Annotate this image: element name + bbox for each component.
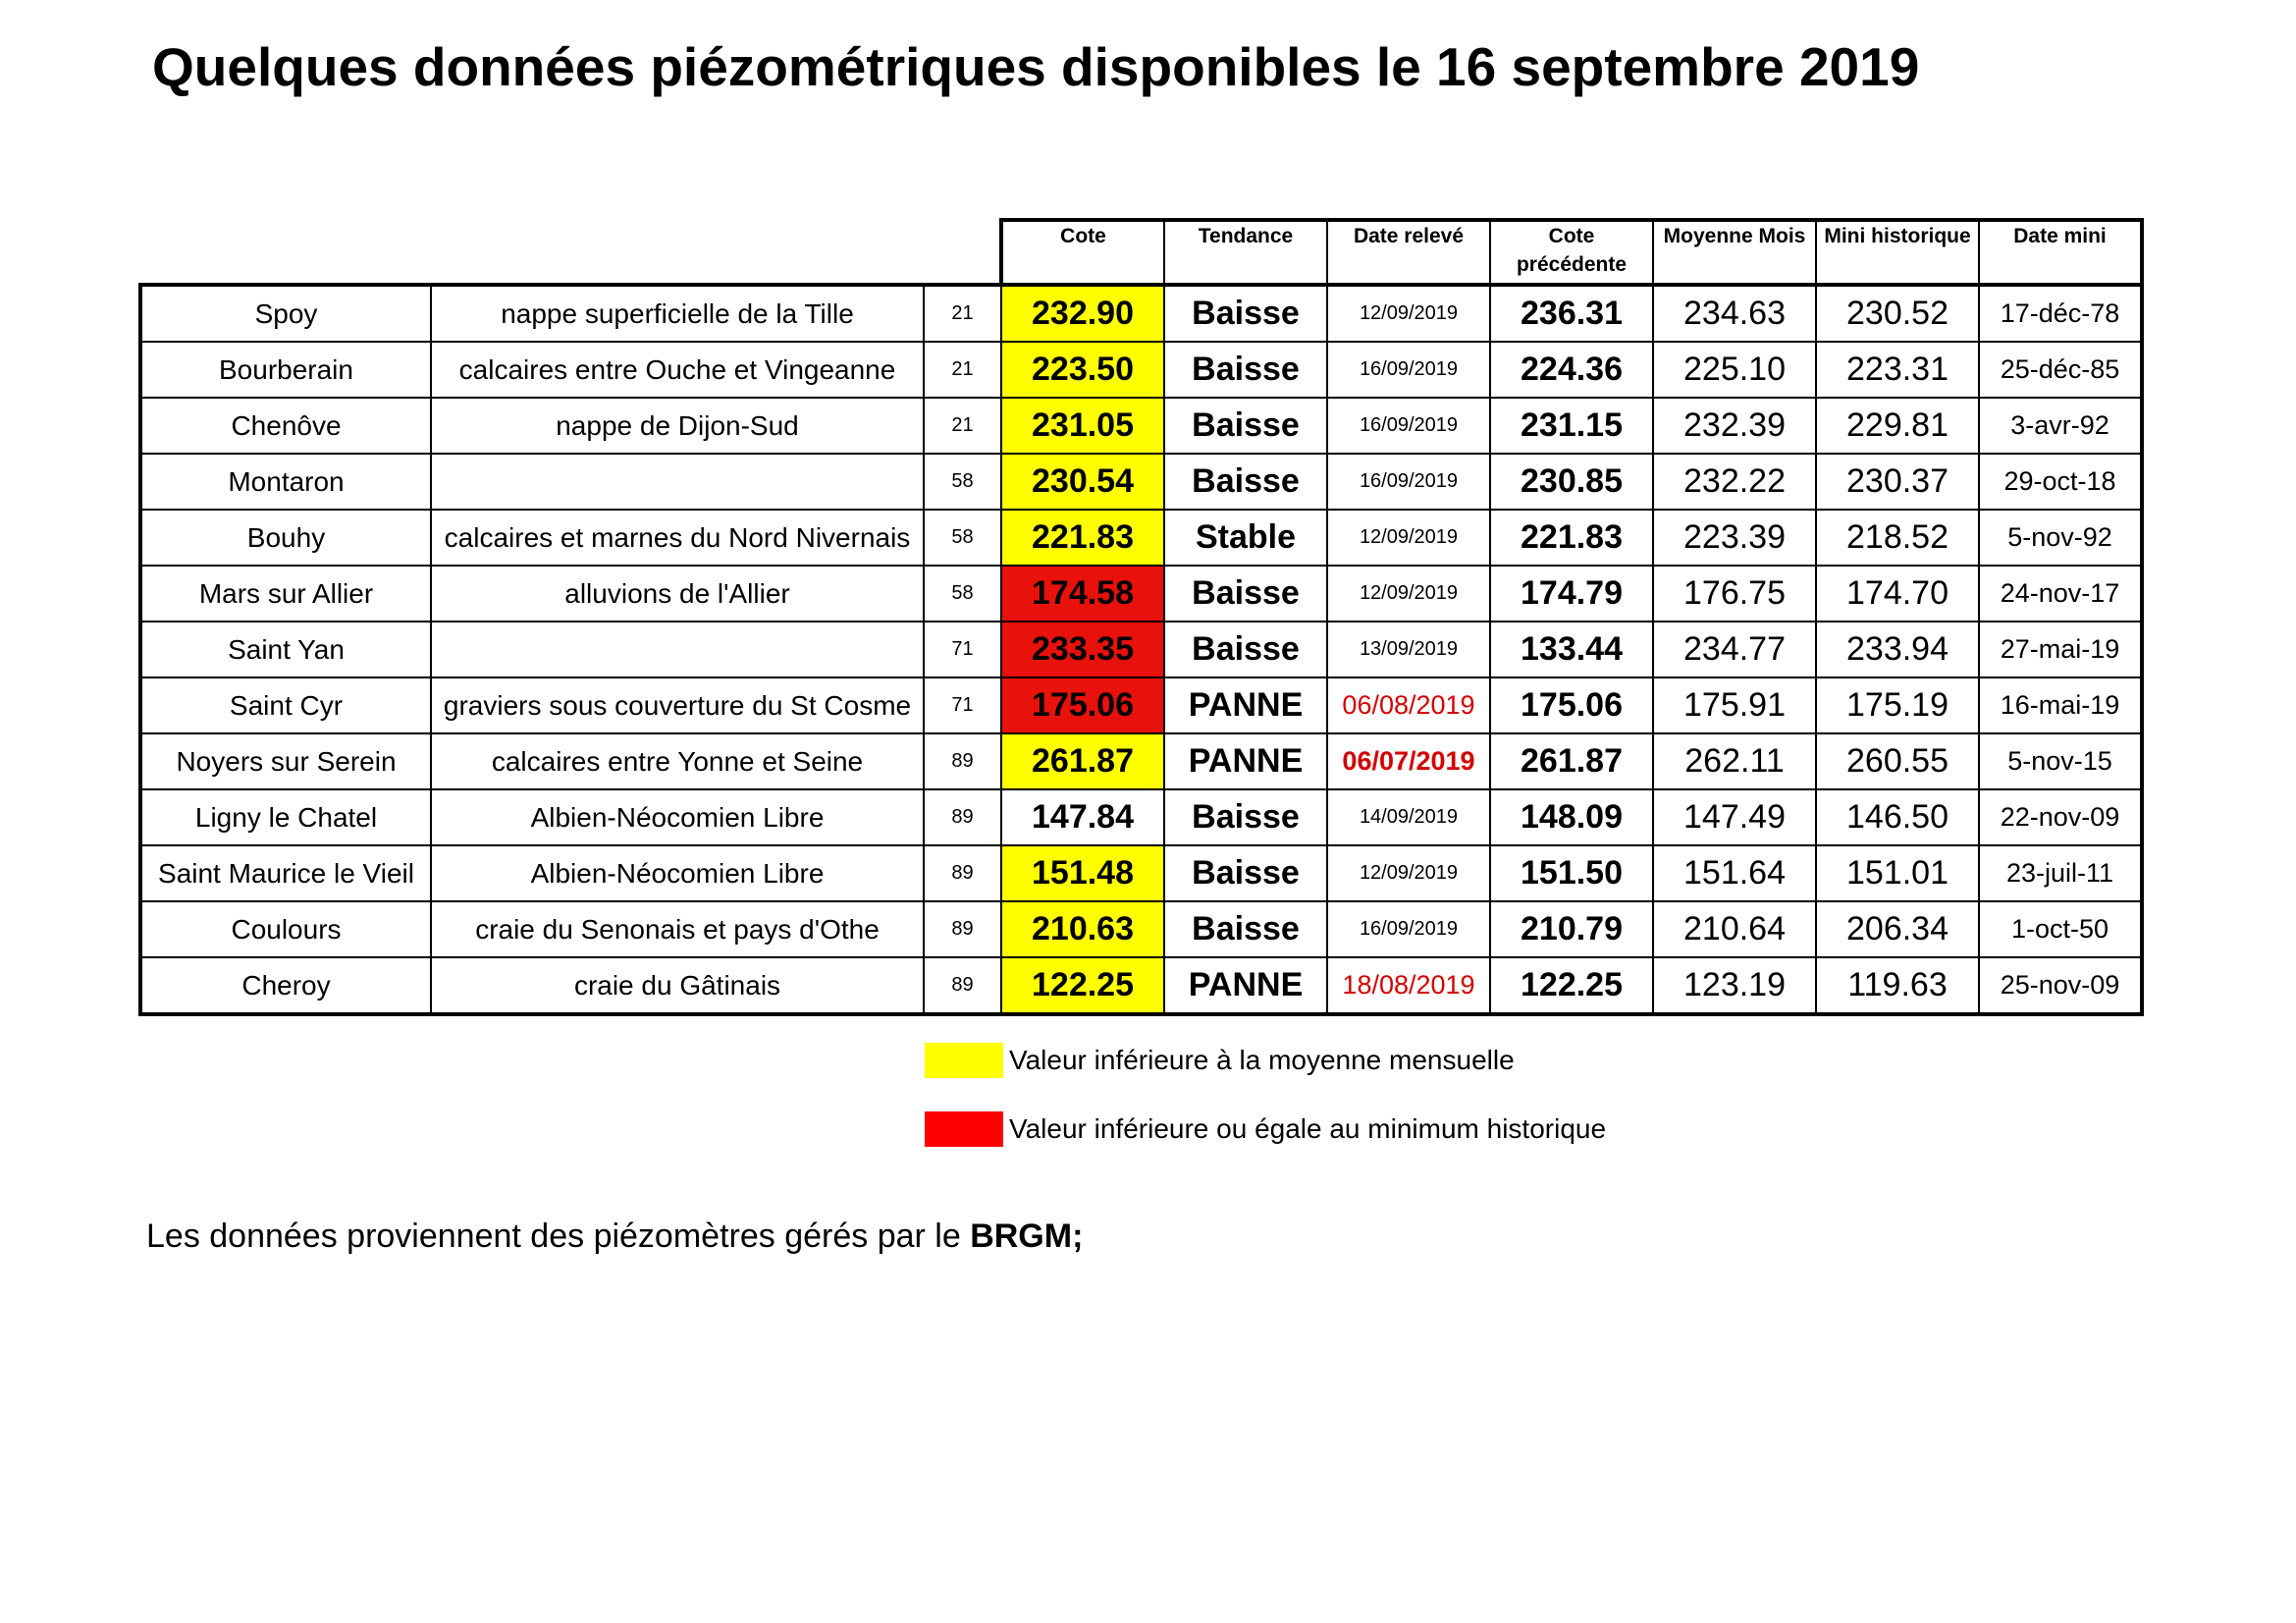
cell-cote: 122.25	[1001, 957, 1164, 1014]
cell-site: Ligny le Chatel	[140, 789, 431, 845]
cell-site: Chenôve	[140, 398, 431, 454]
cell-aquifer: nappe de Dijon-Sud	[431, 398, 924, 454]
legend-yellow-swatch	[925, 1043, 1003, 1078]
cell-mini-historique: 175.19	[1816, 677, 1979, 733]
source-note	[146, 1217, 1083, 1256]
cell-mini-historique: 218.52	[1816, 510, 1979, 566]
cell-aquifer: calcaires entre Yonne et Seine	[431, 733, 924, 789]
header-date-mini: Date mini	[1979, 220, 2142, 285]
cell-tendance: Baisse	[1164, 454, 1327, 510]
header-cote-precedente	[1490, 220, 1653, 285]
cell-cote-precedente: 210.79	[1490, 901, 1653, 957]
cell-aquifer: Albien-Néocomien Libre	[431, 845, 924, 901]
cell-cote: 175.06	[1001, 677, 1164, 733]
cell-aquifer: Albien-Néocomien Libre	[431, 789, 924, 845]
cell-tendance: Baisse	[1164, 622, 1327, 677]
cell-tendance: Baisse	[1164, 566, 1327, 622]
cell-date-mini: 3-avr-92	[1979, 398, 2142, 454]
cell-cote-precedente: 122.25	[1490, 957, 1653, 1014]
table-row	[140, 901, 2142, 957]
cell-date-releve: 12/09/2019	[1327, 845, 1490, 901]
cell-aquifer	[431, 622, 924, 677]
cell-moyenne-mois: 176.75	[1653, 566, 1816, 622]
header-cote: Cote	[1001, 220, 1164, 285]
cell-date-releve: 16/09/2019	[1327, 342, 1490, 398]
cell-mini-historique: 151.01	[1816, 845, 1979, 901]
table-body	[140, 285, 2142, 1014]
cell-moyenne-mois: 123.19	[1653, 957, 1816, 1014]
cell-aquifer: craie du Gâtinais	[431, 957, 924, 1014]
cell-tendance: PANNE	[1164, 733, 1327, 789]
cell-date-mini: 24-nov-17	[1979, 566, 2142, 622]
cell-department: 89	[924, 845, 1001, 901]
cell-date-mini: 25-nov-09	[1979, 957, 2142, 1014]
header-mini-historique: Mini historique	[1816, 220, 1979, 285]
cell-department: 71	[924, 622, 1001, 677]
cell-mini-historique: 206.34	[1816, 901, 1979, 957]
cell-date-releve: 18/08/2019	[1327, 957, 1490, 1014]
cell-cote-precedente: 230.85	[1490, 454, 1653, 510]
table-row	[140, 957, 2142, 1014]
legend-red-swatch	[925, 1111, 1003, 1147]
cell-cote-precedente: 175.06	[1490, 677, 1653, 733]
cell-aquifer	[431, 454, 924, 510]
cell-department: 21	[924, 342, 1001, 398]
header-blank	[924, 220, 1001, 285]
cell-moyenne-mois: 262.11	[1653, 733, 1816, 789]
cell-cote: 174.58	[1001, 566, 1164, 622]
cell-date-releve: 16/09/2019	[1327, 398, 1490, 454]
cell-site: Spoy	[140, 285, 431, 342]
cell-tendance: Baisse	[1164, 845, 1327, 901]
cell-date-mini: 17-déc-78	[1979, 285, 2142, 342]
cell-date-releve: 06/07/2019	[1327, 733, 1490, 789]
cell-moyenne-mois: 151.64	[1653, 845, 1816, 901]
cell-date-mini: 5-nov-92	[1979, 510, 2142, 566]
cell-mini-historique: 119.63	[1816, 957, 1979, 1014]
cell-site: Coulours	[140, 901, 431, 957]
cell-site: Montaron	[140, 454, 431, 510]
header-blank	[431, 220, 924, 285]
header-date-releve: Date relevé	[1327, 220, 1490, 285]
cell-mini-historique: 223.31	[1816, 342, 1979, 398]
cell-cote-precedente: 221.83	[1490, 510, 1653, 566]
table-row	[140, 789, 2142, 845]
cell-cote: 223.50	[1001, 342, 1164, 398]
piezometric-table	[138, 218, 2144, 1016]
cell-cote-precedente: 236.31	[1490, 285, 1653, 342]
legend-red-label: Valeur inférieure ou égale au minimum historique	[1009, 1113, 1607, 1144]
cell-department: 89	[924, 789, 1001, 845]
table-row	[140, 285, 2142, 342]
table-header-row	[140, 220, 2142, 285]
cell-site: Noyers sur Serein	[140, 733, 431, 789]
cell-aquifer: calcaires et marnes du Nord Nivernais	[431, 510, 924, 566]
page-title: Quelques données piézométriques disponibles le 16 septembre 2019	[152, 36, 1920, 97]
cell-date-releve: 16/09/2019	[1327, 454, 1490, 510]
cell-cote: 233.35	[1001, 622, 1164, 677]
cell-cote: 231.05	[1001, 398, 1164, 454]
cell-aquifer: calcaires entre Ouche et Vingeanne	[431, 342, 924, 398]
cell-site: Saint Maurice le Vieil	[140, 845, 431, 901]
cell-department: 58	[924, 510, 1001, 566]
cell-moyenne-mois: 234.63	[1653, 285, 1816, 342]
cell-department: 89	[924, 901, 1001, 957]
cell-tendance: PANNE	[1164, 957, 1327, 1014]
table-row	[140, 566, 2142, 622]
cell-cote: 151.48	[1001, 845, 1164, 901]
header-cote-precedente-line1: Cote	[1548, 225, 1595, 247]
cell-site: Saint Yan	[140, 622, 431, 677]
cell-department: 71	[924, 677, 1001, 733]
cell-mini-historique: 260.55	[1816, 733, 1979, 789]
cell-department: 89	[924, 733, 1001, 789]
cell-mini-historique: 230.52	[1816, 285, 1979, 342]
source-note-text: Les données proviennent des piézomètres gérés par le	[146, 1217, 971, 1255]
cell-site: Cheroy	[140, 957, 431, 1014]
cell-cote: 230.54	[1001, 454, 1164, 510]
cell-moyenne-mois: 232.39	[1653, 398, 1816, 454]
cell-date-mini: 27-mai-19	[1979, 622, 2142, 677]
cell-date-releve: 12/09/2019	[1327, 285, 1490, 342]
table-row	[140, 622, 2142, 677]
header-moyenne-mois: Moyenne Mois	[1653, 220, 1816, 285]
cell-date-releve: 12/09/2019	[1327, 566, 1490, 622]
cell-moyenne-mois: 175.91	[1653, 677, 1816, 733]
cell-site: Bouhy	[140, 510, 431, 566]
cell-cote: 232.90	[1001, 285, 1164, 342]
cell-tendance: Stable	[1164, 510, 1327, 566]
header-cote-precedente-line2: précédente	[1516, 253, 1628, 276]
cell-cote-precedente: 174.79	[1490, 566, 1653, 622]
cell-aquifer: nappe superficielle de la Tille	[431, 285, 924, 342]
cell-date-mini: 5-nov-15	[1979, 733, 2142, 789]
cell-cote-precedente: 224.36	[1490, 342, 1653, 398]
cell-date-releve: 14/09/2019	[1327, 789, 1490, 845]
cell-moyenne-mois: 147.49	[1653, 789, 1816, 845]
cell-cote-precedente: 231.15	[1490, 398, 1653, 454]
cell-site: Mars sur Allier	[140, 566, 431, 622]
cell-date-mini: 25-déc-85	[1979, 342, 2142, 398]
source-note-brgm: BRGM;	[970, 1217, 1084, 1255]
cell-cote: 147.84	[1001, 789, 1164, 845]
cell-mini-historique: 146.50	[1816, 789, 1979, 845]
cell-moyenne-mois: 225.10	[1653, 342, 1816, 398]
header-blank	[140, 220, 431, 285]
cell-date-releve: 12/09/2019	[1327, 510, 1490, 566]
cell-mini-historique: 229.81	[1816, 398, 1979, 454]
table-row	[140, 733, 2142, 789]
cell-aquifer: alluvions de l'Allier	[431, 566, 924, 622]
cell-department: 21	[924, 285, 1001, 342]
cell-department: 58	[924, 566, 1001, 622]
cell-cote: 210.63	[1001, 901, 1164, 957]
cell-date-releve: 13/09/2019	[1327, 622, 1490, 677]
legend-yellow-label: Valeur inférieure à la moyenne mensuelle	[1009, 1045, 1515, 1075]
cell-tendance: Baisse	[1164, 789, 1327, 845]
cell-date-mini: 22-nov-09	[1979, 789, 2142, 845]
cell-tendance: Baisse	[1164, 342, 1327, 398]
cell-moyenne-mois: 234.77	[1653, 622, 1816, 677]
table-row	[140, 398, 2142, 454]
cell-date-releve: 16/09/2019	[1327, 901, 1490, 957]
cell-moyenne-mois: 210.64	[1653, 901, 1816, 957]
cell-tendance: PANNE	[1164, 677, 1327, 733]
table-row	[140, 342, 2142, 398]
cell-mini-historique: 230.37	[1816, 454, 1979, 510]
cell-moyenne-mois: 232.22	[1653, 454, 1816, 510]
cell-cote-precedente: 261.87	[1490, 733, 1653, 789]
cell-date-mini: 1-oct-50	[1979, 901, 2142, 957]
cell-date-mini: 23-juil-11	[1979, 845, 2142, 901]
cell-tendance: Baisse	[1164, 398, 1327, 454]
cell-cote-precedente: 148.09	[1490, 789, 1653, 845]
cell-cote: 261.87	[1001, 733, 1164, 789]
cell-tendance: Baisse	[1164, 285, 1327, 342]
cell-tendance: Baisse	[1164, 901, 1327, 957]
table-row	[140, 845, 2142, 901]
cell-cote: 221.83	[1001, 510, 1164, 566]
table-row	[140, 677, 2142, 733]
cell-aquifer: graviers sous couverture du St Cosme	[431, 677, 924, 733]
cell-department: 58	[924, 454, 1001, 510]
cell-moyenne-mois: 223.39	[1653, 510, 1816, 566]
cell-cote-precedente: 133.44	[1490, 622, 1653, 677]
cell-department: 89	[924, 957, 1001, 1014]
cell-mini-historique: 233.94	[1816, 622, 1979, 677]
cell-aquifer: craie du Senonais et pays d'Othe	[431, 901, 924, 957]
table-row	[140, 454, 2142, 510]
header-tendance: Tendance	[1164, 220, 1327, 285]
cell-mini-historique: 174.70	[1816, 566, 1979, 622]
cell-site: Saint Cyr	[140, 677, 431, 733]
table-row	[140, 510, 2142, 566]
cell-site: Bourberain	[140, 342, 431, 398]
cell-department: 21	[924, 398, 1001, 454]
cell-cote-precedente: 151.50	[1490, 845, 1653, 901]
cell-date-mini: 29-oct-18	[1979, 454, 2142, 510]
cell-date-releve: 06/08/2019	[1327, 677, 1490, 733]
cell-date-mini: 16-mai-19	[1979, 677, 2142, 733]
